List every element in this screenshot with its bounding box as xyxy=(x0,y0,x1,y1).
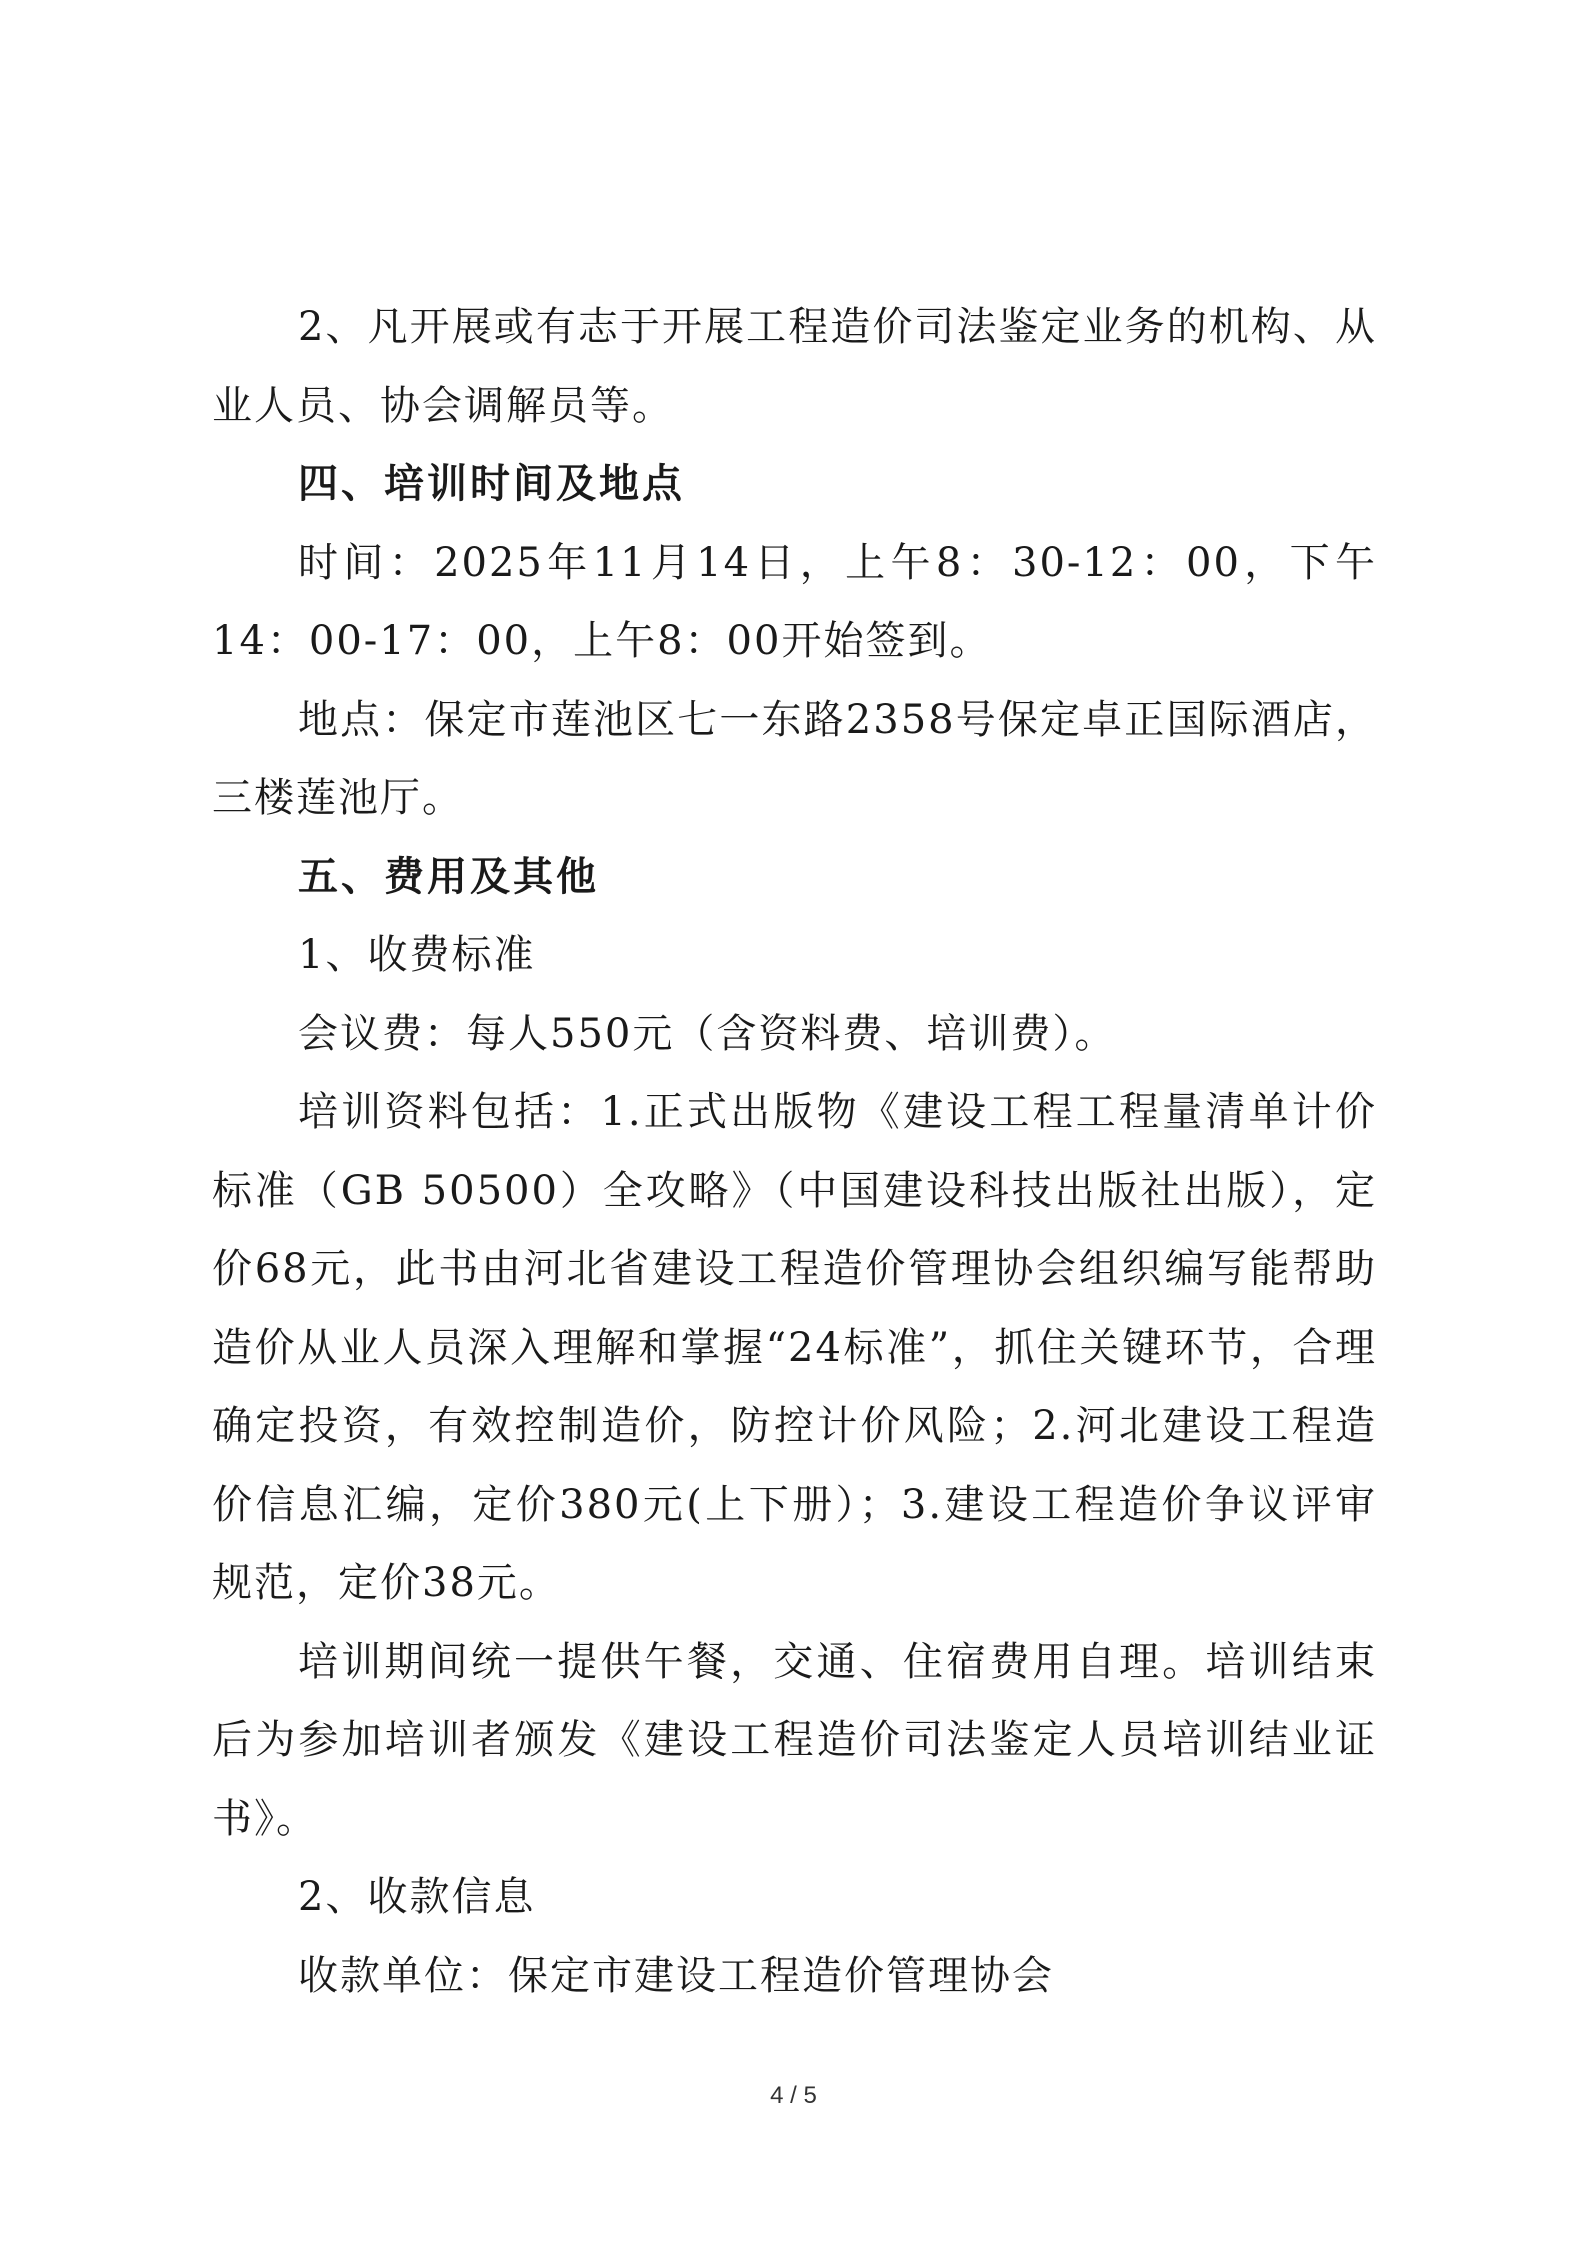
paragraph-training-time: 时间：2025年11月14日，上午8：30-12：00，下午14：00-17：00，上午8：00开始签到。 xyxy=(212,539,1377,664)
paragraph-fee-standard-title: 1、收费标准 xyxy=(298,932,536,978)
paragraph-meals-certificate: 培训期间统一提供午餐，交通、住宿费用自理。培训结束后为参加培训者颁发《建设工程造价司法鉴定人员培训结业证书》。 xyxy=(212,1638,1377,1842)
section-heading-training-time-location: 四、培训时间及地点 xyxy=(298,461,685,507)
paragraph-meeting-fee: 会议费：每人550元（含资料费、培训费）。 xyxy=(298,1010,1117,1057)
paragraph-payment-info-title: 2、收款信息 xyxy=(298,1874,536,1920)
document-body xyxy=(212,288,1377,2015)
page-number: 4 / 5 xyxy=(770,2082,817,2109)
paragraph-scope-item-2: 2、凡开展或有志于开展工程造价司法鉴定业务的机构、从业人员、协会调解员等。 xyxy=(212,304,1377,429)
paragraph-training-location: 地点：保定市莲池区七一东路2358号保定卓正国际酒店，三楼莲池厅。 xyxy=(212,696,1377,821)
paragraph-training-materials: 培训资料包括：1.正式出版物《建设工程工程量清单计价标准（GB 50500）全攻略》（中国建设科技出版社出版），定价68元，此书由河北省建设工程造价管理协会组织编写能帮助造价从业人员深入理解和掌握“24标准”，抓住关键环节，合理确定投资，有效控制造价，防控计价风险；2.河北建设工程造价信息汇编，定价380元(上下册）；3.建设工程造价争议评审规范，定价38元。 xyxy=(212,1089,1377,1606)
section-heading-fees-other: 五、费用及其他 xyxy=(298,853,599,900)
paragraph-payee: 收款单位：保定市建设工程造价管理协会 xyxy=(298,1952,1054,1999)
